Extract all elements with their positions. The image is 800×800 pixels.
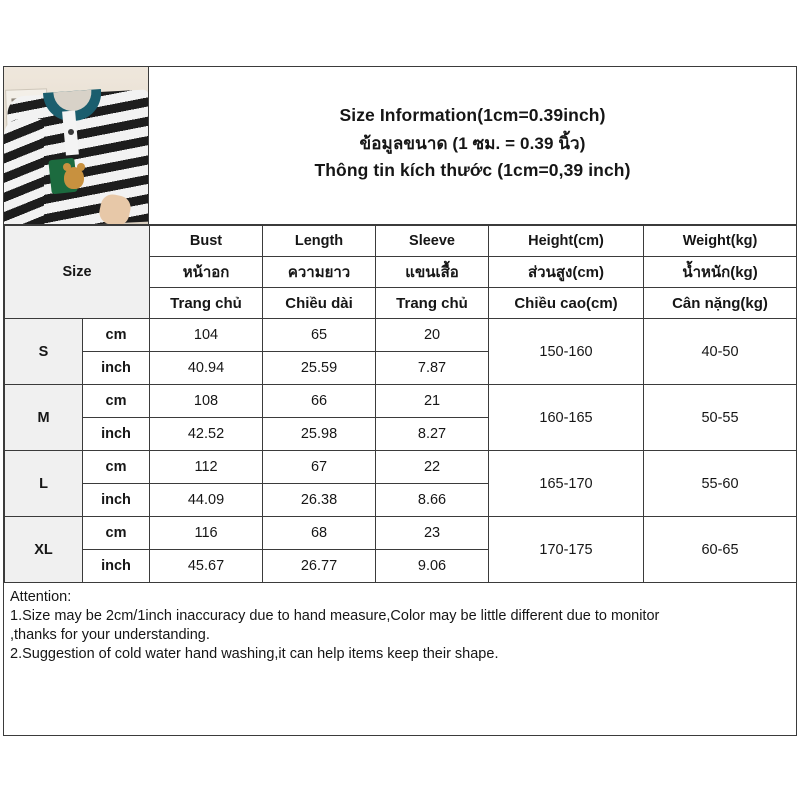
unit-inch: inch — [83, 352, 150, 385]
header-length-th: ความยาว — [263, 257, 376, 288]
xl-sleeve-cm: 23 — [376, 517, 489, 550]
product-photo — [4, 67, 148, 224]
attention-block — [4, 583, 796, 671]
s-sleeve-inch: 7.87 — [376, 352, 489, 385]
s-weight: 40-50 — [644, 319, 797, 385]
l-length-cm: 67 — [263, 451, 376, 484]
header-height-vi: Chiều cao(cm) — [489, 288, 644, 319]
row-size-xl: XL — [5, 517, 83, 583]
attention-line-1a: 1.Size may be 2cm/1inch inaccuracy due to hand measure,Color may be little different due to monitor — [10, 608, 660, 625]
m-height: 160-165 — [489, 385, 644, 451]
unit-cm: cm — [83, 451, 150, 484]
chart-header — [4, 67, 796, 225]
header-height-th: ส่วนสูง(cm) — [489, 257, 644, 288]
unit-cm: cm — [83, 319, 150, 352]
row-size-s: S — [5, 319, 83, 385]
s-length-cm: 65 — [263, 319, 376, 352]
header-length-en: Length — [263, 226, 376, 257]
xl-weight: 60-65 — [644, 517, 797, 583]
l-bust-inch: 44.09 — [150, 484, 263, 517]
size-table — [4, 225, 797, 583]
header-height-en: Height(cm) — [489, 226, 644, 257]
header-sleeve-vi: Trang chủ — [376, 288, 489, 319]
m-bust-cm: 108 — [150, 385, 263, 418]
header-row-en — [5, 226, 797, 257]
table-row — [5, 451, 797, 484]
header-length-vi: Chiều dài — [263, 288, 376, 319]
row-size-m: M — [5, 385, 83, 451]
header-weight-en: Weight(kg) — [644, 226, 797, 257]
m-weight: 50-55 — [644, 385, 797, 451]
s-length-inch: 25.59 — [263, 352, 376, 385]
unit-cm: cm — [83, 517, 150, 550]
m-length-cm: 66 — [263, 385, 376, 418]
title-line-th: ข้อมูลขนาด (1 ซม. = 0.39 นิ้ว) — [359, 133, 586, 153]
table-row — [5, 517, 797, 550]
header-weight-th: น้ำหนัก(kg) — [644, 257, 797, 288]
row-size-l: L — [5, 451, 83, 517]
attention-heading: Attention: — [10, 589, 72, 605]
attention-line-1b: ,thanks for your understanding. — [10, 627, 210, 644]
l-weight: 55-60 — [644, 451, 797, 517]
unit-inch: inch — [83, 484, 150, 517]
unit-inch: inch — [83, 418, 150, 451]
l-sleeve-cm: 22 — [376, 451, 489, 484]
l-height: 165-170 — [489, 451, 644, 517]
title-line-vi: Thông tin kích thước (1cm=0,39 inch) — [314, 160, 631, 181]
l-length-inch: 26.38 — [263, 484, 376, 517]
m-sleeve-inch: 8.27 — [376, 418, 489, 451]
header-sleeve-en: Sleeve — [376, 226, 489, 257]
unit-cm: cm — [83, 385, 150, 418]
xl-bust-cm: 116 — [150, 517, 263, 550]
table-row — [5, 319, 797, 352]
m-length-inch: 25.98 — [263, 418, 376, 451]
table-row — [5, 385, 797, 418]
xl-length-inch: 26.77 — [263, 550, 376, 583]
size-chart-sheet — [3, 66, 797, 736]
xl-height: 170-175 — [489, 517, 644, 583]
attention-line-2: 2.Suggestion of cold water hand washing,it can help items keep their shape. — [10, 646, 499, 663]
xl-sleeve-inch: 9.06 — [376, 550, 489, 583]
unit-inch: inch — [83, 550, 150, 583]
header-weight-vi: Cân nặng(kg) — [644, 288, 797, 319]
chart-title-block — [149, 67, 796, 224]
size-header-cell: Size — [5, 226, 150, 319]
s-height: 150-160 — [489, 319, 644, 385]
product-photo-cell — [4, 67, 149, 224]
header-bust-th: หน้าอก — [150, 257, 263, 288]
l-sleeve-inch: 8.66 — [376, 484, 489, 517]
header-bust-en: Bust — [150, 226, 263, 257]
xl-length-cm: 68 — [263, 517, 376, 550]
s-bust-inch: 40.94 — [150, 352, 263, 385]
title-line-en: Size Information(1cm=0.39inch) — [339, 105, 606, 125]
xl-bust-inch: 45.67 — [150, 550, 263, 583]
s-bust-cm: 104 — [150, 319, 263, 352]
l-bust-cm: 112 — [150, 451, 263, 484]
header-bust-vi: Trang chủ — [150, 288, 263, 319]
header-sleeve-th: แขนเสื้อ — [376, 257, 489, 288]
s-sleeve-cm: 20 — [376, 319, 489, 352]
m-sleeve-cm: 21 — [376, 385, 489, 418]
m-bust-inch: 42.52 — [150, 418, 263, 451]
